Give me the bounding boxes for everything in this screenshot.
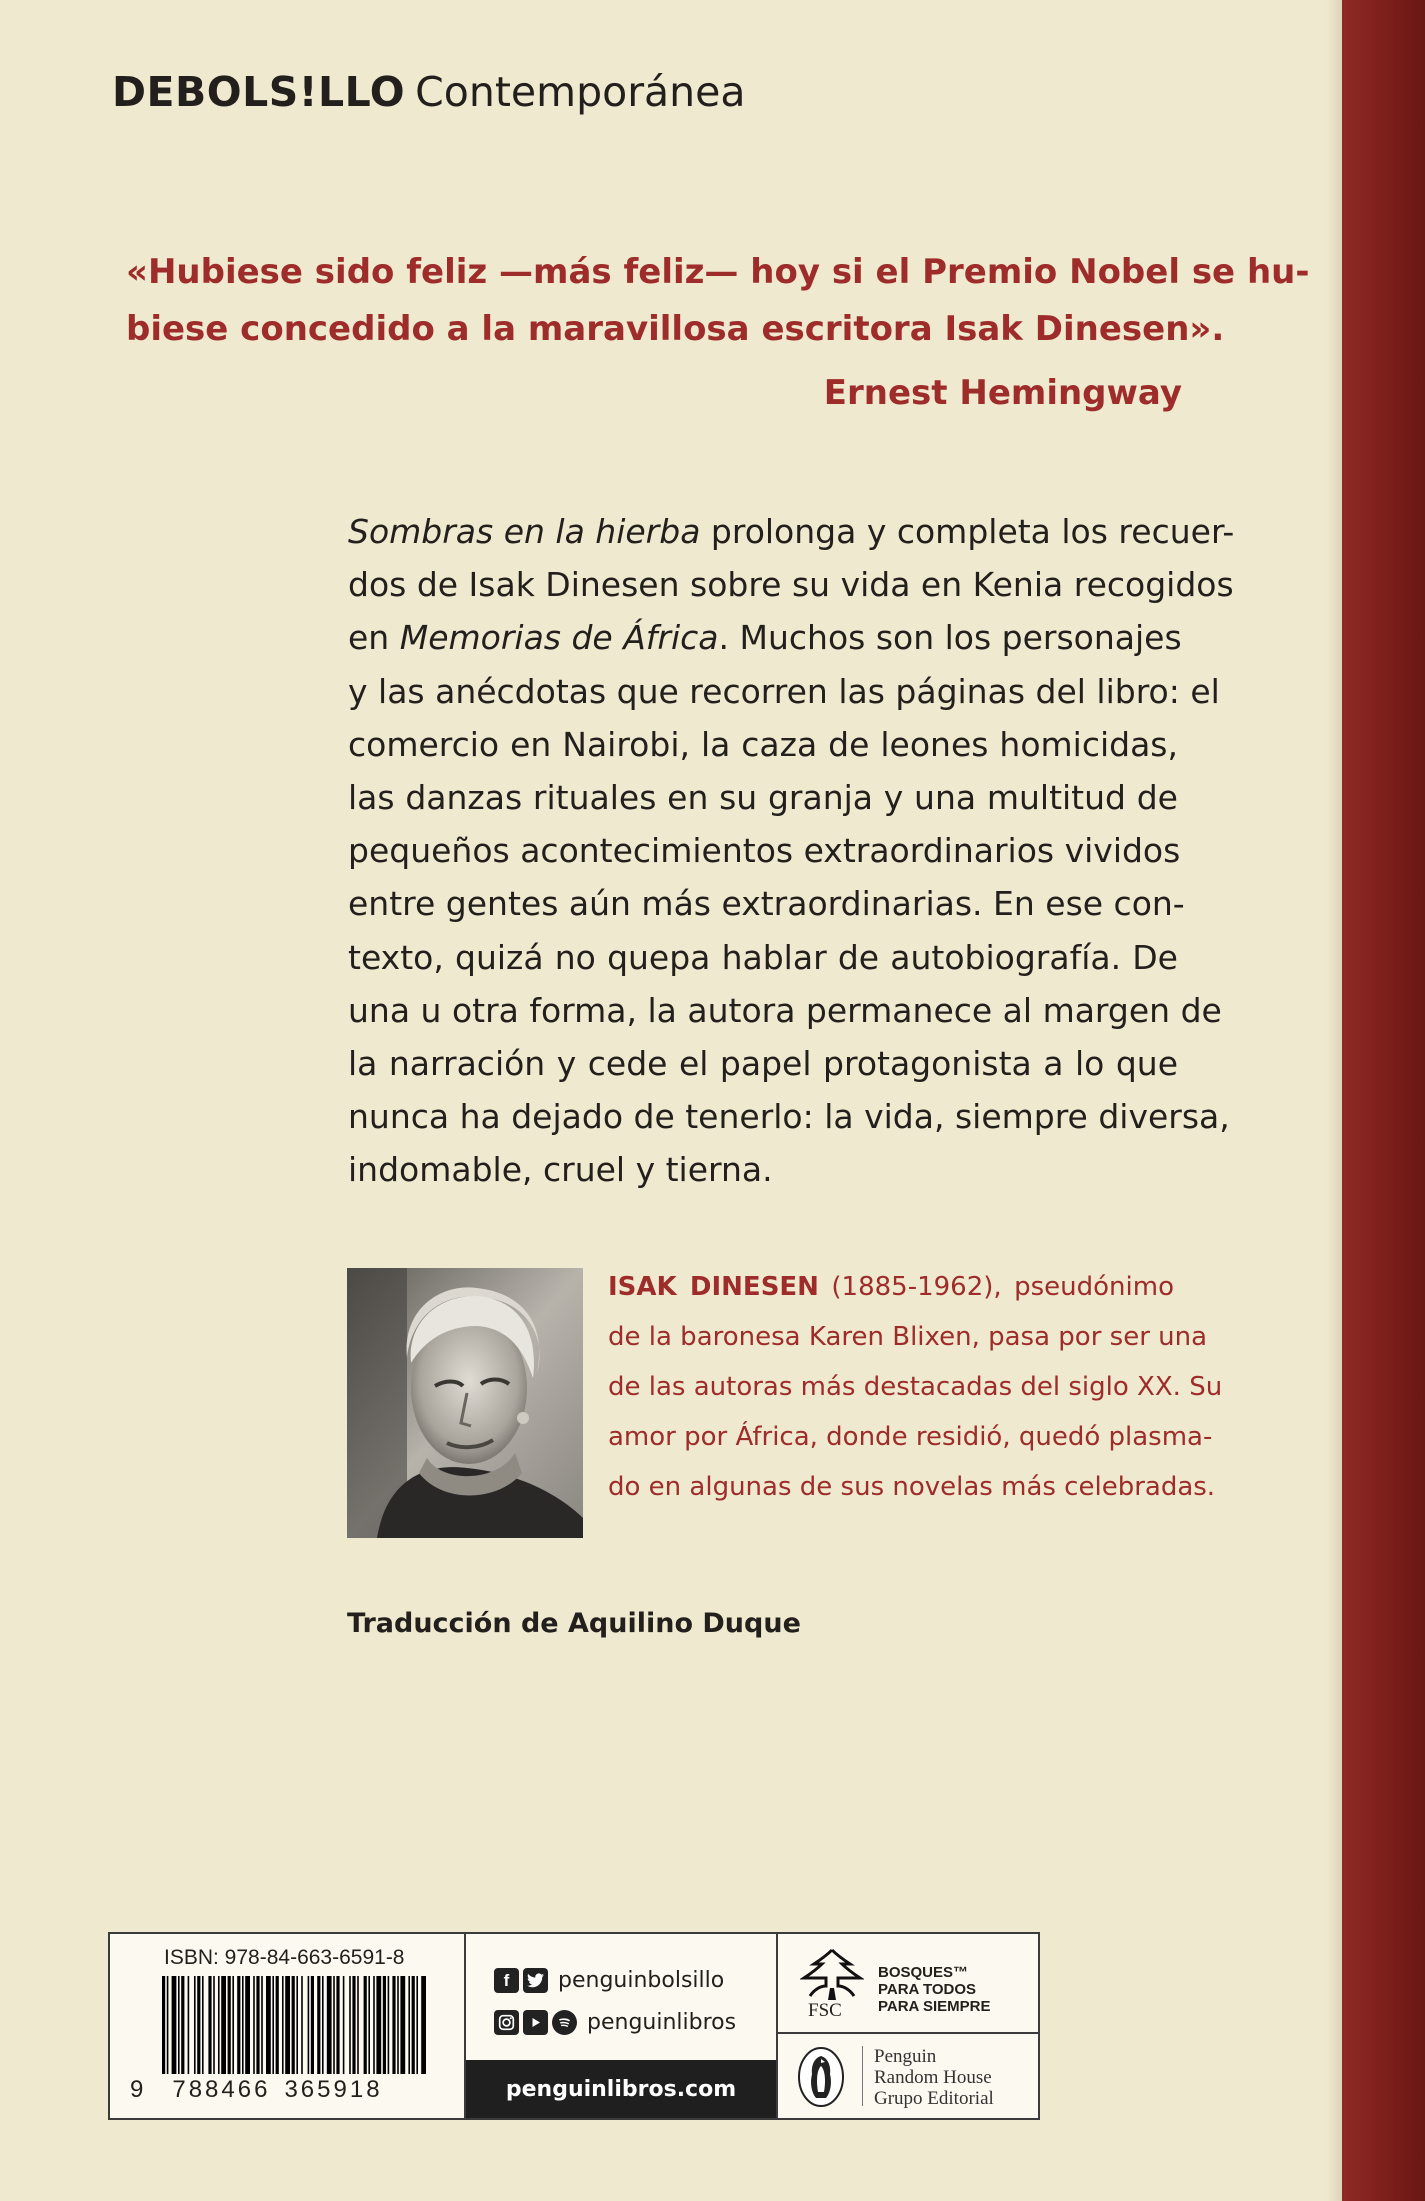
author-name: ISAK DINESEN: [608, 1272, 819, 1302]
quote-line: «Hubiese sido feliz —más feliz— hoy si el Premio Nobel se hu-: [126, 252, 1310, 292]
barcode-digit-first: 9: [130, 2076, 147, 2103]
fsc-line: PARA SIEMPRE: [878, 1998, 991, 2015]
barcode-bar: [285, 1976, 290, 2074]
barcode-bar: [400, 1976, 405, 2074]
penguin-icon: [796, 2046, 846, 2108]
barcode-bar: [317, 1976, 320, 2074]
book-spine: [1342, 0, 1425, 2201]
fsc-label: FSC: [808, 2000, 842, 2021]
info-box: [108, 1932, 1040, 2120]
twitter-icon[interactable]: [523, 1968, 548, 1993]
barcode-digits-group2: 365918: [284, 2076, 383, 2103]
author-bio: [608, 1262, 1223, 1512]
social-handle-libros[interactable]: penguinlibros: [587, 2010, 737, 2035]
barcode-bar: [256, 1976, 259, 2074]
barcode-bar: [397, 1976, 399, 2074]
synopsis-line: una u otra forma, la autora permanece al margen de: [348, 990, 1222, 1030]
barcode: [160, 1976, 430, 2076]
barcode-bar: [368, 1976, 370, 2074]
barcode-bar: [308, 1976, 310, 2074]
quote-author: Ernest Hemingway: [823, 373, 1182, 413]
social-row-bolsillo: [494, 1968, 724, 1993]
synopsis-text: . Muchos son los personajes: [718, 618, 1182, 658]
instagram-icon[interactable]: [494, 2010, 519, 2035]
barcode-digits: [130, 2076, 383, 2104]
barcode-bar: [202, 1976, 204, 2074]
book-title: Sombras en la hierba: [348, 512, 701, 551]
website-link[interactable]: penguinlibros.com: [466, 2060, 776, 2118]
publisher-divider: [862, 2046, 863, 2106]
social-block: [464, 1934, 776, 2118]
barcode-bar: [218, 1976, 220, 2074]
barcode-bar: [266, 1976, 271, 2074]
synopsis-line: la narración y cede el papel protagonista a lo que: [348, 1044, 1178, 1084]
barcode-bar: [272, 1976, 274, 2074]
barcode-bar: [181, 1976, 184, 2074]
fsc-text: [878, 1964, 991, 2015]
barcode-bar: [416, 1976, 418, 2074]
publisher-brand: [112, 68, 746, 116]
synopsis-text: prolonga y completa los recuer-: [700, 512, 1235, 551]
barcode-digits-group1: 788466: [172, 2076, 271, 2103]
barcode-bar: [388, 1976, 390, 2074]
barcode-bar: [373, 1976, 375, 2074]
fsc-line: PARA TODOS: [878, 1981, 977, 1998]
bio-line: [608, 1262, 1174, 1312]
barcode-bar: [383, 1976, 386, 2074]
author-photo: [347, 1268, 583, 1538]
barcode-bar: [261, 1976, 263, 2074]
barcode-bar: [333, 1976, 335, 2074]
barcode-bar: [343, 1976, 345, 2074]
barcode-bar: [392, 1976, 395, 2074]
publisher-line: Grupo Editorial: [874, 2088, 994, 2109]
spotify-icon[interactable]: [552, 2010, 577, 2035]
barcode-bar: [197, 1976, 200, 2074]
barcode-bar: [167, 1976, 169, 2074]
barcode-bar: [194, 1976, 196, 2074]
barcode-bar: [228, 1976, 231, 2074]
barcode-bar: [327, 1976, 332, 2074]
quote-line: biese concedido a la maravillosa escritora Isak Dinesen».: [126, 309, 1225, 349]
barcode-bar: [352, 1976, 355, 2074]
spine-shadow: [1326, 0, 1342, 2201]
barcode-bar: [292, 1976, 295, 2074]
synopsis-line: entre gentes aún más extraordinarias. En ese con-: [348, 884, 1185, 924]
barcode-bar: [357, 1976, 359, 2074]
synopsis-line: [348, 611, 1182, 664]
barcode-bar: [232, 1976, 234, 2074]
social-handle-bolsillo[interactable]: penguinbolsillo: [558, 1968, 725, 1993]
barcode-bar: [421, 1976, 426, 2074]
synopsis-line: pequeños acontecimientos extraordinarios vividos: [348, 831, 1181, 871]
synopsis-line: y las anécdotas que recorren las páginas del libro: el: [348, 671, 1220, 711]
isbn-label: ISBN: 978-84-663-6591-8: [164, 1946, 405, 1969]
barcode-bar: [172, 1976, 177, 2074]
barcode-bar: [282, 1976, 284, 2074]
synopsis: [348, 505, 1235, 1197]
publisher-line: Penguin: [874, 2046, 937, 2067]
barcode-bar: [276, 1976, 279, 2074]
fsc-tree-icon: [800, 1946, 864, 2002]
barcode-bar: [376, 1976, 381, 2074]
fsc-certification: [778, 1934, 1040, 2034]
barcode-bar: [412, 1976, 415, 2074]
synopsis-line: indomable, cruel y tierna.: [348, 1150, 773, 1190]
youtube-icon[interactable]: [523, 2010, 548, 2035]
barcode-bar: [311, 1976, 314, 2074]
barcode-bar: [296, 1976, 298, 2074]
translator-credit: Traducción de Aquilino Duque: [347, 1608, 801, 1639]
brand-name: DEBOLS!LLO: [112, 68, 406, 116]
barcode-bar: [322, 1976, 324, 2074]
barcode-bar: [162, 1976, 165, 2074]
synopsis-line: comercio en Nairobi, la caza de leones homicidas,: [348, 724, 1178, 764]
barcode-bar: [364, 1976, 367, 2074]
bio-line: de las autoras más destacadas del siglo XX. Su: [608, 1372, 1223, 1402]
barcode-bar: [178, 1976, 180, 2074]
synopsis-line: nunca ha dejado de tenerlo: la vida, siempre diversa,: [348, 1097, 1230, 1137]
publisher-line: Random House: [874, 2067, 992, 2088]
barcode-bar: [253, 1976, 255, 2074]
synopsis-line: texto, quizá no quepa hablar de autobiografía. De: [348, 937, 1178, 977]
barcode-bar: [213, 1976, 215, 2074]
bio-line: do en algunas de sus novelas más celebradas.: [608, 1472, 1216, 1502]
synopsis-line: dos de Isak Dinesen sobre su vida en Kenia recogidos: [348, 565, 1234, 605]
publisher-logo-block: [778, 2034, 1040, 2118]
barcode-bar: [237, 1976, 240, 2074]
synopsis-line: [348, 505, 1235, 558]
barcode-bar: [301, 1976, 303, 2074]
collection-name: Contemporánea: [415, 68, 746, 116]
publisher-name: [874, 2046, 994, 2109]
barcode-bar: [221, 1976, 226, 2074]
barcode-bar: [336, 1976, 339, 2074]
barcode-bar: [188, 1976, 190, 2074]
synopsis-line: las danzas rituales en su granja y una multitud de: [348, 778, 1178, 818]
isbn-block: [110, 1934, 462, 2118]
barcode-bar: [242, 1976, 244, 2074]
fsc-block: [776, 1934, 1040, 2118]
bio-line: amor por África, donde residió, quedó plasma-: [608, 1422, 1213, 1452]
social-row-libros: [494, 2010, 736, 2035]
bio-line: de la baronesa Karen Blixen, pasa por ser una: [608, 1322, 1208, 1352]
related-book-title: Memorias de África: [399, 618, 719, 658]
facebook-icon[interactable]: f: [494, 1968, 519, 1993]
barcode-bar: [245, 1976, 250, 2074]
barcode-bar: [349, 1976, 351, 2074]
fsc-line: BOSQUES™: [878, 1964, 969, 1981]
synopsis-text: en: [348, 618, 400, 658]
bio-text: (1885-1962), pseudónimo: [818, 1272, 1174, 1302]
blurb-quote: [126, 244, 1310, 413]
barcode-bar: [408, 1976, 410, 2074]
barcode-bar: [208, 1976, 211, 2074]
